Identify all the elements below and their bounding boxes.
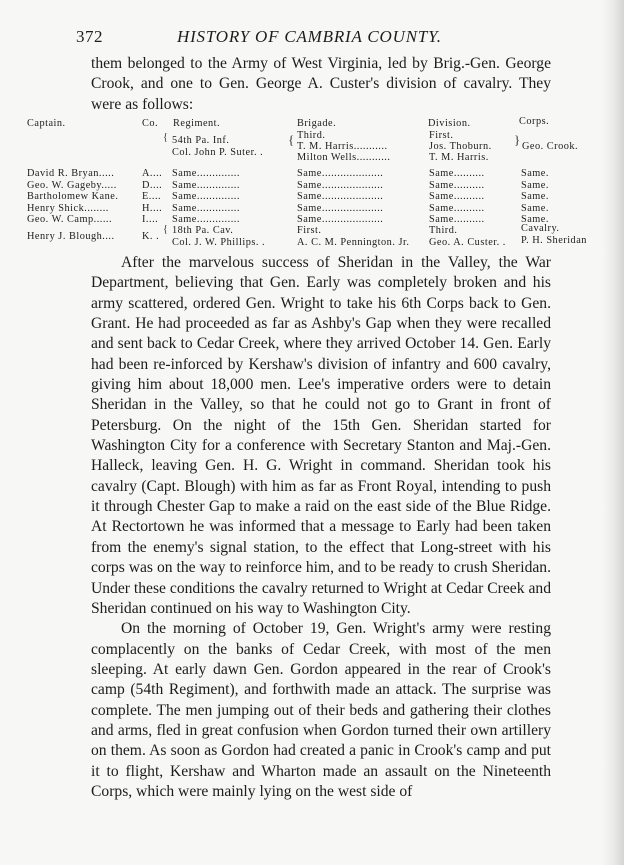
corps: Same. <box>521 179 549 191</box>
paragraph: After the marvelous success of Sheridan in the Valley, the War Department, believing that Gen. Early was completely broken and his army scattered, ordered Gen. Wright to take his 6th Corps back to Gen. Grant. He had proceeded as far as Ashby's Gap when they were recalled and sent back to Cedar Creek, where they arrived October 14. Gen. Early had been re-inforced by Kershaw's division of infantry and 600 cavalry, giving him about 18,000 men. Lee's imperative orders were to detain Sheridan in the Valley, so that he could not go to Grant in front of Petersburg. On the night of the 15th Gen. Sheridan started for Washington City for a conference with Secretary Stanton and Maj.-Gen. Halleck, leaving Gen. H. G. Wright in command. Sheridan took his cavalry (Capt. Blough) with him as far as Front Royal, intending to push it through Chester Gap to make a raid on the east side of the Blue Ridge. At Rectortown he was informed that a message to Early had been taken from the enemy's signal station, to the effect that Long-street with his corps was on the way to reinforce him, and to be ready to crush Sheridan. Under these conditions the cavalry returned to Wright at Cedar Creek and Sheridan continued on his way to Washington City. <box>91 254 551 617</box>
header-regiment: Regiment. <box>173 118 221 129</box>
header-corps: Corps. <box>519 116 550 127</box>
company: D.... <box>142 179 163 191</box>
regiment-line: 18th Pa. Cav. <box>172 225 234 236</box>
brigade-line: First. <box>297 225 322 236</box>
company: I.... <box>142 214 159 225</box>
company: K. . <box>142 231 160 242</box>
division-line: Geo. A. Custer. . <box>429 237 506 248</box>
brigade: Same.................... <box>297 214 384 225</box>
brigade-line: Third. <box>297 130 326 141</box>
division: Same.......... <box>429 191 485 202</box>
brace-regiment: { <box>163 132 169 143</box>
division-line: First. <box>429 130 454 141</box>
regiment: Same.............. <box>172 214 240 225</box>
company: H.... <box>142 202 163 214</box>
division-line: T. M. Harris. <box>429 152 489 163</box>
corps-value: Geo. Crook. <box>522 141 579 152</box>
company: E.... <box>142 191 162 202</box>
regiment-line: Col. J. W. Phillips. . <box>172 237 266 248</box>
brace-division: } <box>514 132 521 147</box>
corps-line: P. H. Sheridan <box>521 235 587 246</box>
division: Same.......... <box>429 179 485 191</box>
corps: Same. <box>521 168 549 179</box>
running-head <box>76 27 556 49</box>
brigade: Same.................... <box>297 202 384 214</box>
brace-brigade: { <box>288 132 295 147</box>
officers-table <box>25 118 610 248</box>
corps: Same. <box>521 214 549 225</box>
intro-paragraph <box>91 54 551 115</box>
captain-name: David R. Bryan..... <box>27 168 115 179</box>
division: Same.......... <box>429 214 485 225</box>
header-brigade: Brigade. <box>297 118 337 129</box>
brigade: Same.................... <box>297 179 384 191</box>
brigade-line: A. C. M. Pennington. Jr. <box>297 237 410 248</box>
paragraph: On the morning of October 19, Gen. Wright's army were resting complacently on the banks of Cedar Creek, with most of the men sleeping. At early dawn Gen. Gordon appeared in the rear of Crook's camp (54th Regiment), and forthwith made an attack. The surprise was complete. The men jumping out of their beds and gathering their clothes and arms, fled in great confusion when Gordon turned their own artillery on them. As soon as Gordon had created a panic in Crook's camp and put it to flight, Kershaw and Wharton made an assault on the Nineteenth Corps, which were mainly lying on the west side of <box>91 620 551 800</box>
brigade-line: Milton Wells........... <box>297 152 391 163</box>
division-line: Jos. Thoburn. <box>429 141 492 152</box>
page-number: 372 <box>76 27 103 46</box>
regiment: Same.............. <box>172 191 240 202</box>
header-captain: Captain. <box>27 118 66 129</box>
header-co: Co. <box>142 118 159 129</box>
captain-name: Bartholomew Kane. <box>27 191 119 202</box>
brigade: Same.................... <box>297 168 384 179</box>
captain-name: Henry Shick........ <box>27 202 109 214</box>
division: Same.......... <box>429 202 485 214</box>
captain-name: Henry J. Blough.... <box>27 231 115 242</box>
captain-name: Geo. W. Gageby..... <box>27 179 117 191</box>
regiment-line: Col. John P. Suter. . <box>172 147 264 158</box>
brigade-line: T. M. Harris........... <box>297 141 388 152</box>
captain-name: Geo. W. Camp...... <box>27 214 113 225</box>
division-line: Third. <box>429 225 458 236</box>
regiment-line: 54th Pa. Inf. <box>172 135 230 146</box>
regiment: Same.............. <box>172 202 240 214</box>
regiment: Same.............. <box>172 179 240 191</box>
brace-regiment: { <box>163 224 169 235</box>
brigade: Same.................... <box>297 191 384 202</box>
running-title: HISTORY OF CAMBRIA COUNTY. <box>177 27 442 46</box>
division: Same.......... <box>429 168 485 179</box>
header-division: Division. <box>428 118 471 129</box>
body-text <box>91 253 551 802</box>
corps-line: Cavalry. <box>521 223 560 234</box>
corps: Same. <box>521 202 549 214</box>
corps: Same. <box>521 191 549 202</box>
regiment: Same.............. <box>172 168 240 179</box>
intro-text: them belonged to the Army of West Virginia, led by Brig.-Gen. George Crook, and one to Gen. George A. Custer's division of cavalry. They were as follows: <box>91 55 551 113</box>
company: A.... <box>142 168 163 179</box>
